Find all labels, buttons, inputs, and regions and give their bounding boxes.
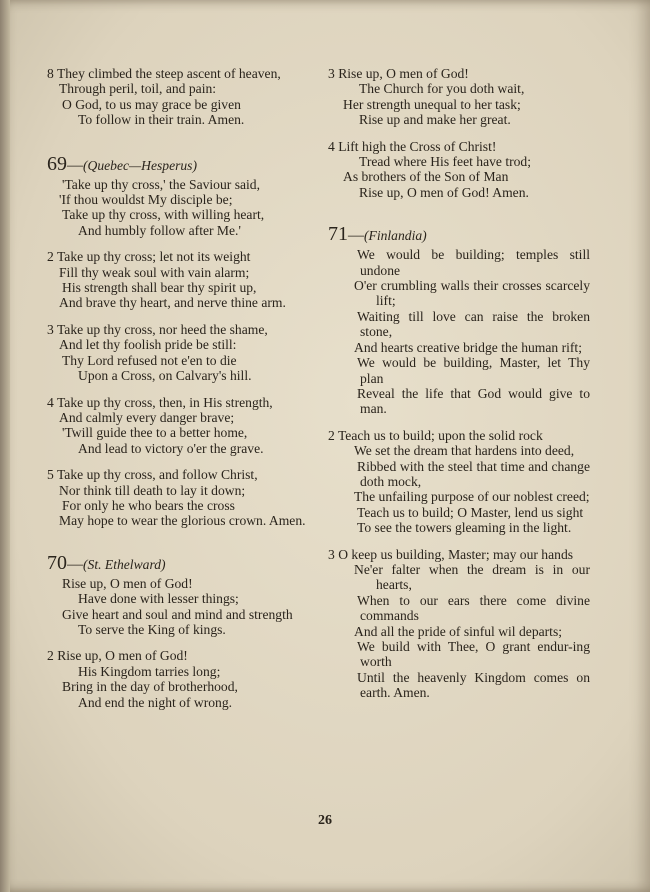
tune-name: (Quebec—Hesperus) <box>83 157 198 173</box>
verse-line: Give heart and soul and mind and strength <box>62 606 293 622</box>
verse-line: And brave thy heart, and nerve thine arm. <box>59 295 286 311</box>
verse-line: We would be building, Master, let Thy plan <box>357 355 590 386</box>
verse-line: Ne'er falter when the dream is in our hearts, <box>354 561 590 593</box>
verse-line: We build with Thee, O grant endur-ing worth <box>357 639 590 670</box>
verse-line: Teach us to build; O Master, lend us sight <box>357 504 584 520</box>
verse-line: For only he who bears the cross <box>62 497 235 513</box>
verse-line: His Kingdom tarries long; <box>78 663 221 679</box>
verse-line: To see the towers gleaming in the light. <box>357 520 572 536</box>
verse-line: 'If thou wouldst My disciple be; <box>59 192 233 208</box>
verse-line: The unfailing purpose of our noblest creed; <box>354 489 590 505</box>
verse-line: 3 Rise up, O men of God! <box>328 66 469 81</box>
verse-line: To serve the King of kings. <box>78 621 226 637</box>
verse-line: And all the pride of sinful wil departs; <box>354 623 563 639</box>
hymn-69-stanza-5 <box>47 467 309 529</box>
verse-line: Waiting till love can raise the broken stone, <box>357 308 590 340</box>
verse-line: 3 Take up thy cross, nor heed the shame, <box>47 321 268 337</box>
hymn-71-header <box>328 224 590 245</box>
verse-line: Rise up, O men of God! <box>62 575 193 591</box>
tune-name: (St. Ethelward) <box>83 556 166 572</box>
hymn-69-stanza-4 <box>47 395 309 457</box>
verse-line: 5 Take up thy cross, and follow Christ, <box>47 467 258 483</box>
verse-line: 4 Take up thy cross, then, in His strength, <box>47 394 273 410</box>
verse-line: Tread where His feet have trod; <box>359 154 532 170</box>
verse-line: Fill thy weak soul with vain alarm; <box>59 264 250 280</box>
verse-line: Have done with lesser things; <box>78 591 239 607</box>
hymn-70-header <box>47 553 309 574</box>
verse-line: O'er crumbling walls their crosses scarcely lift; <box>354 278 590 309</box>
verse-line: Rise up, O men of God! Amen. <box>359 184 529 200</box>
verse-line: And hearts creative bridge the human rift; <box>354 339 582 355</box>
verse-line: Reveal the life that God would give to man. <box>357 385 590 417</box>
verse-line: And end the night of wrong. <box>78 694 233 710</box>
verse-line: 8 They climbed the steep ascent of heaven, <box>47 66 281 81</box>
hymn-dash: — <box>67 156 83 174</box>
hymn-71-stanza-1 <box>328 247 590 416</box>
verse-line: 'Twill guide thee to a better home, <box>62 425 248 441</box>
verse-line: 2 Teach us to build; upon the solid rock <box>328 427 543 443</box>
verse-line: His strength shall bear thy spirit up, <box>62 280 257 296</box>
verse-line: 2 Take up thy cross; let not its weight <box>47 249 251 265</box>
verse-line: Her strength unequal to her task; <box>343 96 521 112</box>
hymn-number: 70 <box>47 551 67 574</box>
verse-line: O God, to us may grace be given <box>62 96 241 112</box>
verse-line: May hope to wear the glorious crown. Amen. <box>59 513 306 529</box>
verse-line: Ribbed with the steel that time and change doth mock, <box>357 458 590 489</box>
verse-line: Bring in the day of brotherhood, <box>62 679 238 695</box>
verse-line: As brothers of the Son of Man <box>343 169 509 185</box>
verse-line: Until the heavenly Kingdom comes on earth. Amen. <box>357 669 590 701</box>
hymn-number: 69 <box>47 152 67 175</box>
hymn-70-stanza-4 <box>328 139 590 201</box>
hymn-69-stanza-3 <box>47 322 309 384</box>
hymn-69-stanza-2 <box>47 249 309 311</box>
verse-line: 'Take up thy cross,' the Saviour said, <box>62 176 260 192</box>
hymn-70-stanza-1 <box>47 576 309 638</box>
verse-line: We set the dream that hardens into deed, <box>354 443 575 459</box>
verse-line: And lead to victory o'er the grave. <box>78 440 264 456</box>
hymn-70-stanza-2 <box>47 648 309 710</box>
verse-line: The Church for you doth wait, <box>359 81 525 97</box>
hymn-69-header <box>47 154 309 175</box>
hymn-68-stanza-8 <box>47 66 309 128</box>
hymn-number: 71 <box>328 223 348 246</box>
verse-line: 4 Lift high the Cross of Christ! <box>328 138 497 154</box>
verse-line: To follow in their train. Amen. <box>78 112 245 128</box>
verse-line: Rise up and make her great. <box>359 112 511 128</box>
verse-line: Nor think till death to lay it down; <box>59 482 246 498</box>
verse-line: And calmly every danger brave; <box>59 409 235 425</box>
hymn-dash: — <box>67 555 83 573</box>
verse-line: When to our ears there come divine commands <box>357 592 590 624</box>
tune-name: (Finlandia) <box>364 228 427 244</box>
hymn-70-stanza-3 <box>328 66 590 128</box>
verse-line: Thy Lord refused not e'en to die <box>62 352 237 368</box>
hymn-69-stanza-1 <box>47 177 309 239</box>
verse-line: And humbly follow after Me.' <box>78 222 241 238</box>
hymn-71-stanza-2 <box>328 428 590 536</box>
book-gutter <box>0 0 10 892</box>
hymn-71-stanza-3 <box>328 547 590 701</box>
verse-line: 3 O keep us building, Master; may our hands <box>328 546 574 562</box>
verse-line: Take up thy cross, with willing heart, <box>62 207 265 223</box>
verse-line: We would be building; temples still undone <box>357 247 590 278</box>
page-number: 26 <box>318 813 332 828</box>
right-column <box>328 66 590 701</box>
verse-line: And let thy foolish pride be still: <box>59 337 237 353</box>
hymn-dash: — <box>348 227 364 245</box>
verse-line: Through peril, toil, and pain: <box>59 81 217 97</box>
verse-line: Upon a Cross, on Calvary's hill. <box>78 368 252 384</box>
left-column <box>47 66 309 710</box>
verse-line: 2 Rise up, O men of God! <box>47 648 188 664</box>
